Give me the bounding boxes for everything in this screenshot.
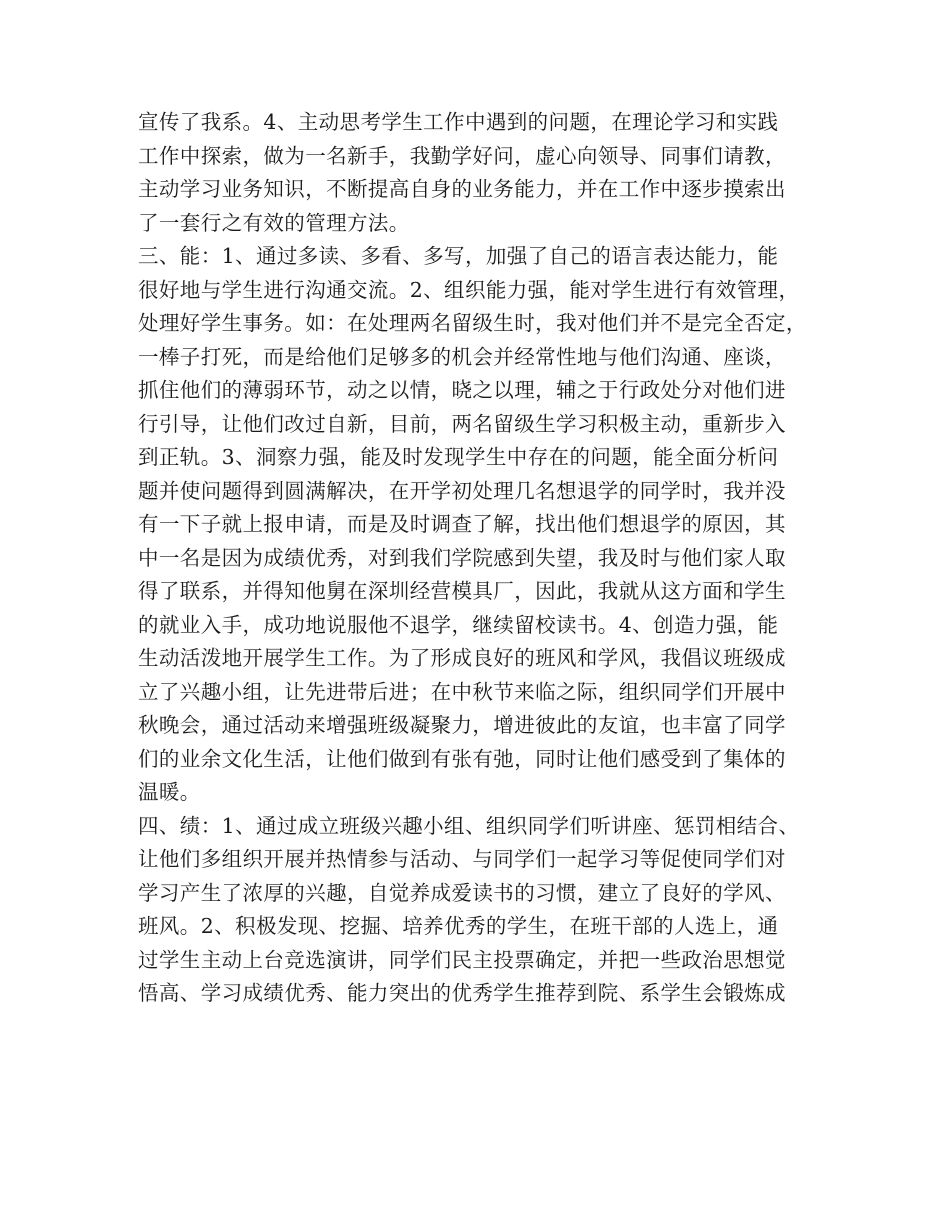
text-line: 四、绩：1、通过成立班级兴趣小组、组织同学们听讲座、惩罚相结合、 (138, 813, 800, 838)
text-line: 抓住他们的薄弱环节，动之以情，晓之以理，辅之于行政处分对他们进 (138, 378, 786, 402)
text-line: 三、能：1、通过多读、多看、多写，加强了自己的语言表达能力，能 (138, 244, 779, 268)
text-line: 行引导，让他们改过自新，目前，两名留级生学习积极主动，重新步入 (138, 411, 786, 436)
text-line: 们的业余文化生活，让他们做到有张有弛，同时让他们感受到了集体的 (138, 746, 786, 771)
text-line: 主动学习业务知识，不断提高自身的业务能力，并在工作中逐步摸索出 (138, 177, 786, 201)
text-line: 温暖。 (138, 780, 201, 804)
text-line: 秋晚会，通过活动来增强班级凝聚力，增进彼此的友谊，也丰富了同学 (138, 713, 786, 737)
text-line: 很好地与学生进行沟通交流。2、组织能力强，能对学生进行有效管理， (138, 277, 800, 302)
text-line: 让他们多组织开展并热情参与活动、与同学们一起学习等促使同学们对 (138, 847, 786, 871)
text-line: 有一下子就上报申请，而是及时调查了解，找出他们想退学的原因，其 (138, 512, 786, 536)
text-line: 过学生主动上台竞选演讲，同学们民主投票确定，并把一些政治思想觉 (138, 947, 786, 972)
text-line: 班风。2、积极发现、挖掘、培养优秀的学生，在班干部的人选上，通 (138, 914, 779, 938)
text-line: 中一名是因为成绩优秀，对到我们学院感到失望，我及时与他们家人取 (138, 545, 786, 570)
text-line: 生动活泼地开展学生工作。为了形成良好的班风和学风，我倡议班级成 (138, 646, 786, 670)
text-line: 处理好学生事务。如：在处理两名留级生时，我对他们并不是完全否定， (138, 311, 807, 335)
text-line: 学习产生了浓厚的兴趣，自觉养成爱读书的习惯，建立了良好的学风、 (138, 880, 786, 905)
text-line: 工作中探索，做为一名新手，我勤学好问，虚心向领导、同事们请教， (138, 143, 786, 168)
text-line: 一棒子打死，而是给他们足够多的机会并经常性地与他们沟通、座谈， (138, 344, 786, 369)
document-page (138, 106, 828, 1011)
text-line: 了一套行之有效的管理方法。 (138, 210, 410, 235)
text-line: 的就业入手，成功地说服他不退学，继续留校读书。4、创造力强，能 (138, 612, 779, 637)
text-line: 到正轨。3、洞察力强，能及时发现学生中存在的问题，能全面分析问 (138, 445, 779, 469)
text-line: 悟高、学习成绩优秀、能力突出的优秀学生推荐到院、系学生会锻炼成 (138, 981, 786, 1005)
text-line: 题并使问题得到圆满解决，在开学初处理几名想退学的同学时，我并没 (138, 478, 786, 503)
text-line: 宣传了我系。4、主动思考学生工作中遇到的问题，在理论学习和实践 (138, 110, 779, 134)
text-line: 得了联系，并得知他舅在深圳经营模具厂，因此，我就从这方面和学生 (138, 579, 786, 603)
text-line: 立了兴趣小组，让先进带后进；在中秋节来临之际，组织同学们开展中 (138, 679, 786, 704)
